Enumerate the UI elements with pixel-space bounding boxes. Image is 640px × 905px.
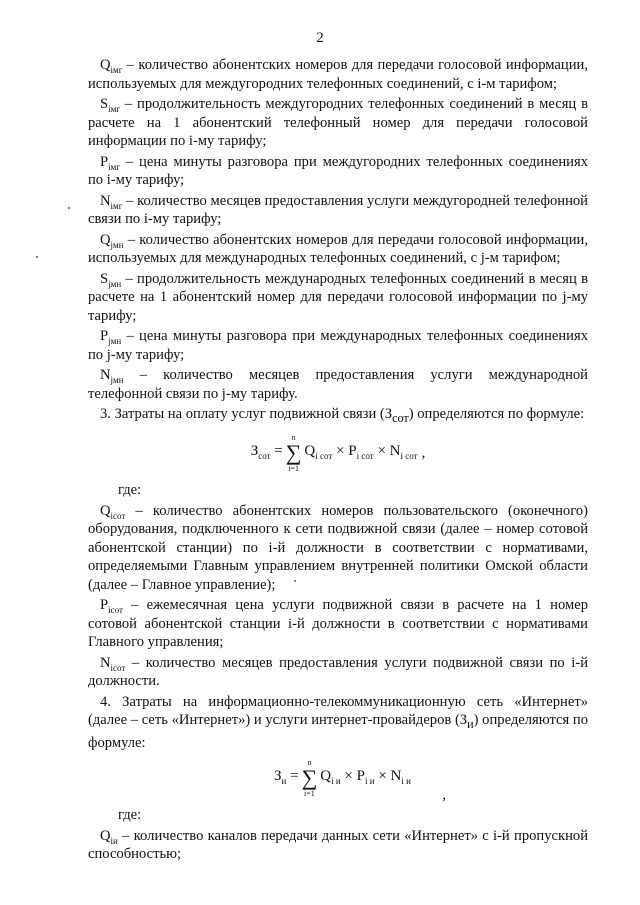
symbol-subscript: iи: [110, 835, 118, 846]
formula-comma: ,: [421, 445, 426, 462]
paragraph-text: ) определяются по формуле:: [88, 712, 588, 751]
symbol-letter: N: [100, 367, 111, 383]
sum-operator: [286, 433, 302, 473]
section-paragraph: [88, 405, 588, 427]
symbol-subscript: jмн: [110, 239, 124, 250]
symbol-letter: S: [100, 270, 109, 287]
symbol-subscript: iсот: [110, 510, 126, 521]
formula-body: [304, 442, 417, 466]
formula-term: × P: [332, 442, 357, 459]
symbol: [100, 367, 124, 383]
formula-comma: ,: [442, 787, 446, 804]
symbol: [100, 655, 125, 671]
sum-lower-limit: i=1: [288, 464, 299, 474]
symbol-subscript: iмг: [108, 103, 121, 114]
symbol: [100, 828, 118, 844]
symbol: [100, 597, 123, 616]
definition-paragraph: [88, 270, 588, 326]
formula-term: × N: [374, 767, 402, 784]
symbol-letter: Q: [100, 57, 111, 73]
symbol-subscript: jмн: [108, 335, 122, 346]
sum-lower-limit: i=1: [304, 789, 315, 799]
scan-speck: [68, 207, 70, 209]
symbol: [100, 503, 125, 519]
definition-text: – количество абонентских номеров для передачи голосовой информации, используемых для междугородних телефонных соединений, с i-м тарифом;: [88, 57, 588, 92]
formula-subscript: i сот: [356, 450, 374, 461]
symbol-subscript: jмн: [110, 374, 124, 385]
symbol: [100, 271, 121, 287]
paragraph-text: ) определяются по формуле:: [408, 406, 585, 422]
symbol-letter: Q: [100, 827, 111, 844]
definition-text: – количество месяцев предоставления услуги подвижной связи по i-й должности.: [88, 654, 588, 690]
formula-subscript: i и: [364, 775, 375, 786]
formula-lhs: [251, 442, 283, 466]
formula-term: Q: [304, 442, 316, 459]
formula-term: × P: [340, 767, 365, 784]
symbol-subscript: iмг: [110, 64, 123, 75]
definition-text: – количество абонентских номеров для передачи голосовой информации, используемых для международных телефонных соединений, с j-м тарифом;: [88, 231, 588, 266]
formula-body: [320, 767, 411, 791]
symbol-letter: S: [100, 96, 109, 112]
where-label: где:: [118, 807, 142, 824]
symbol-subscript: iмг: [108, 161, 121, 172]
definition-paragraph: [88, 231, 588, 268]
scan-speck: [294, 580, 296, 582]
symbol-letter: P: [100, 328, 109, 344]
symbol: [100, 57, 122, 73]
definition-paragraph: [88, 153, 588, 190]
symbol-letter: Q: [100, 502, 111, 519]
symbol: [100, 154, 120, 170]
definition-paragraph: [88, 192, 588, 229]
paragraph-text: 3. Затраты на оплату услуг подвижной связи (З: [100, 406, 393, 422]
definition-paragraph: [88, 327, 588, 364]
document-body: [88, 56, 588, 866]
sum-upper-limit: n: [307, 758, 312, 768]
formula-equals: =: [286, 767, 299, 784]
symbol-letter: P: [100, 153, 109, 170]
symbol-letter: P: [100, 597, 109, 614]
definition-paragraph: [88, 56, 588, 93]
section-paragraph: [88, 693, 588, 752]
symbol: [100, 96, 120, 112]
symbol: [100, 328, 121, 344]
definition-text: – цена минуты разговора при междугородних телефонных соединениях по i-му тарифу;: [88, 153, 588, 188]
paragraph-text: 4. Затраты на информационно-телекоммуникационную сеть «Интернет» (далее – сеть «Интернет») и услуги интернет-провайдеров (З: [88, 693, 588, 729]
definition-text: – количество каналов передачи данных сети «Интернет» с i-й пропускной способностью;: [88, 827, 588, 863]
formula-subscript: i сот: [400, 450, 418, 461]
symbol-subscript: iсот: [108, 605, 123, 616]
scan-speck: [36, 256, 38, 258]
formula: [88, 431, 588, 475]
paragraph-subscript: сот: [392, 410, 409, 425]
symbol-subscript: iсот: [110, 662, 126, 673]
symbol-subscript: iмг: [110, 200, 123, 211]
formula-subscript: i сот: [315, 450, 333, 461]
formula-lhs-subscript: и: [281, 775, 287, 786]
definition-paragraph: [88, 95, 588, 151]
definition-paragraph: [88, 366, 588, 403]
symbol-letter: N: [100, 654, 111, 671]
symbol-subscript: jмн: [108, 278, 122, 289]
definition-paragraph: [88, 654, 588, 691]
definition-text: – количество месяцев предоставления услуги междугородней телефонной связи по i-му тарифу;: [88, 192, 588, 227]
definition-text: – цена минуты разговора при международных телефонных соединениях по j-му тарифу;: [88, 328, 588, 363]
definition-text: – продолжительность междугородних телефонных соединений в месяц в расчете на 1 абонентский телефонный номер для передачи голосовой информации по i-му тарифу;: [88, 96, 588, 149]
formula-term: × N: [373, 442, 401, 459]
where-label: где:: [118, 482, 142, 499]
definition-paragraph: [88, 596, 588, 652]
formula-subscript: i и: [331, 775, 341, 786]
sum-upper-limit: n: [291, 433, 296, 443]
definition-text: – ежемесячная цена услуги подвижной связи в расчете на 1 номер сотовой абонентской станции i-й должности в соответствии с нормативами Главного управления;: [88, 597, 588, 651]
formula-lhs: [274, 767, 299, 791]
page-number: 2: [316, 30, 324, 46]
formula-lhs-letter: З: [274, 767, 282, 784]
formula-equals: =: [270, 442, 283, 459]
symbol: [100, 232, 124, 248]
definition-paragraph: [88, 827, 588, 864]
definition-paragraph: [88, 502, 588, 595]
definition-text: – количество абонентских номеров пользовательского (оконечного) оборудования, подключенного к сети подвижной связи (далее – номер сотовой абонентской станции) по i-й должности в соответствии с нормативами, определяемыми Главным управлением внутренней политики Омской области (далее – Главное управление);: [88, 502, 588, 593]
sum-operator: [302, 758, 318, 798]
definition-text: – продолжительность международных телефонных соединений в месяц в расчете на 1 абонентский номер для передачи голосовой информации по j-му тарифу;: [88, 270, 588, 324]
formula-lhs-subscript: сот: [258, 450, 271, 461]
formula: [88, 756, 588, 804]
symbol: [100, 193, 122, 209]
formula-term: Q: [320, 767, 332, 784]
symbol-letter: N: [100, 192, 111, 209]
sigma-symbol: ∑: [285, 440, 302, 466]
formula-subscript: i и: [401, 775, 411, 786]
symbol-letter: Q: [100, 231, 111, 248]
paragraph-subscript: и: [467, 717, 474, 732]
sigma-symbol: ∑: [301, 765, 318, 791]
definition-text: – количество месяцев предоставления услуги международной телефонной связи по j-му тарифу.: [88, 367, 588, 402]
formula-lhs-letter: З: [250, 442, 259, 459]
